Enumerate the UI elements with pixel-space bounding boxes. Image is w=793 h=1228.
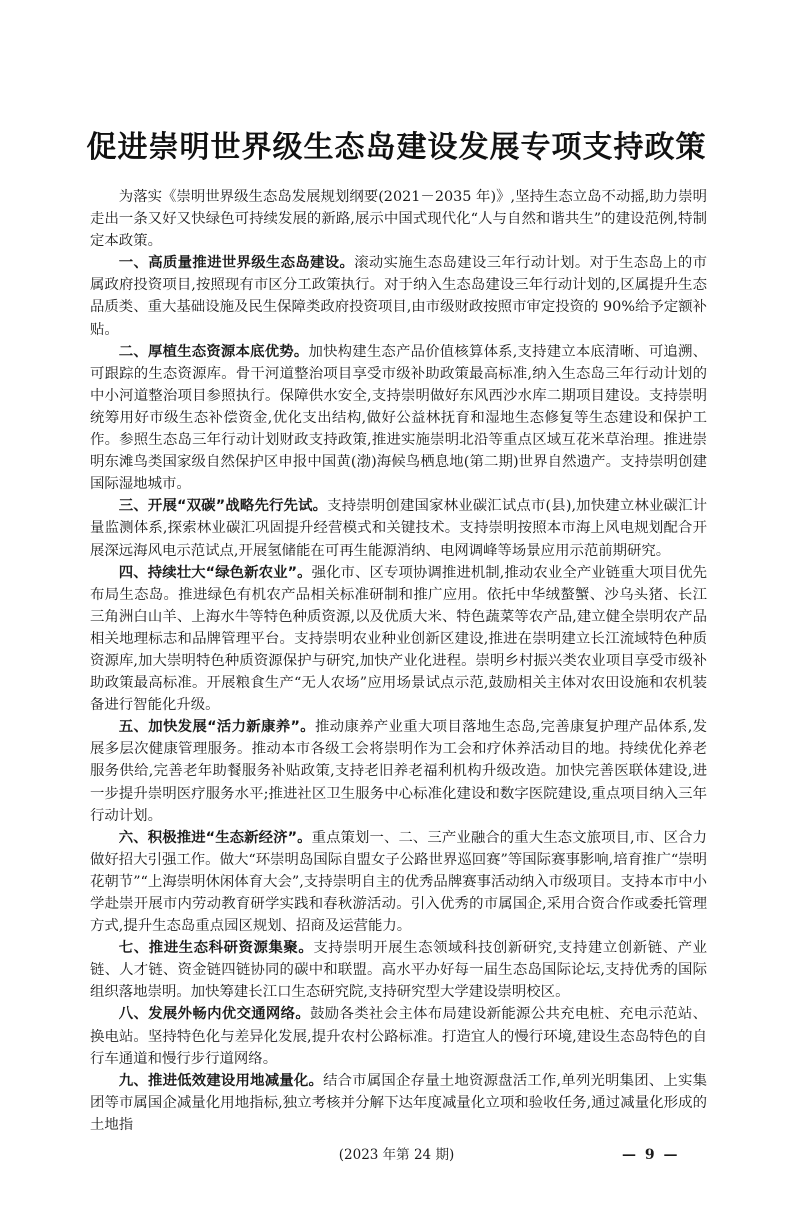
paragraph-3 — [90, 495, 707, 561]
paragraph-text: 加快构建生态产品价值核算体系,支持建立本底清晰、可追溯、可跟踪的生态资源库。骨干河道整治项目享受市级补助政策最高标准,纳入生态岛三年行动计划的中小河道整治项目参照执行。保障供水安全,支持崇明做好东风西沙水库二期项目建设。支持崇明统筹用好市级生态补偿资金,优化支出结构,做好公益林抚育和湿地生态修复等生态建设和保护工作。参照生态岛三年行动计划财政支持政策,推进实施崇明北沿等重点区域互花米草治理。推进崇明东滩鸟类国家级自然保护区申报中国黄(渤)海候鸟栖息地(第二期)世界自然遗产。支持崇明创建国际湿地城市。 — [90, 343, 707, 493]
document-body — [90, 186, 707, 1136]
paragraph-7 — [90, 937, 707, 1003]
paragraph-intro — [90, 186, 707, 252]
paragraph-lead: 三、开展“双碳”战略先行先试。 — [118, 498, 328, 515]
page-footer — [0, 1144, 793, 1168]
paragraph-text: 支持崇明创建国家林业碳汇试点市(县),加快建立林业碳汇计量监测体系,探索林业碳汇巩固提升经营模式和关键技术。支持崇明按照本市海上风电规划配合开展深远海风电示范试点,开展氢储能在可再生能源消纳、电网调峰等场景应用示范前期研究。 — [90, 498, 707, 559]
paragraph-lead: 一、高质量推进世界级生态岛建设。 — [118, 255, 355, 272]
paragraph-lead: 四、持续壮大“绿色新农业”。 — [118, 564, 312, 581]
paragraph-lead: 七、推进生态科研资源集聚。 — [118, 940, 314, 957]
paragraph-lead: 八、发展外畅内优交通网络。 — [118, 1006, 311, 1023]
paragraph-5 — [90, 716, 707, 826]
paragraph-4 — [90, 562, 707, 717]
paragraph-8 — [90, 1003, 707, 1069]
paragraph-text: 推动康养产业重大项目落地生态岛,完善康复护理产品体系,发展多层次健康管理服务。推动本市各级工会将崇明作为工会和疗休养活动目的地。持续优化养老服务供给,完善老年助餐服务补贴政策,支持老旧养老福利机构升级改造。加快完善医联体建设,进一步提升崇明医疗服务水平;推进社区卫生服务中心标准化建设和数字医院建设,重点项目纳入三年行动计划。 — [90, 719, 707, 824]
paragraph-text: 重点策划一、二、三产业融合的重大生态文旅项目,市、区合力做好招大引强工作。做大“环崇明岛国际自盟女子公路世界巡回赛”等国际赛事影响,培育推广“崇明花朝节”“上海崇明休闲体育大会”,支持崇明自主的优秀品牌赛事活动纳入市级项目。支持本市中小学赴崇开展市内劳动教育研学实践和春秋游活动。引入优秀的市属国企,采用合资合作或委托管理方式,提升生态岛重点园区规划、招商及运营能力。 — [90, 829, 708, 935]
paragraph-text: 鼓励各类社会主体布局建设新能源公共充电桩、充电示范站、换电站。坚持特色化与差异化发展,提升农村公路标准。打造宜人的慢行环境,建设生态岛特色的自行车通道和慢行步行道网络。 — [90, 1006, 707, 1067]
paragraph-1 — [90, 252, 707, 340]
paragraph-text: 结合市属国企存量土地资源盘活工作,单列光明集团、上实集团等市属国企减量化用地指标,独立考核并分解下达年度减量化立项和验收任务,通过减量化形成的土地指 — [90, 1072, 707, 1133]
paragraph-text: 强化市、区专项协调推进机制,推动农业全产业链重大项目优先布局生态岛。推进绿色有机农产品相关标准研制和推广应用。依托中华绒螯蟹、沙乌头猪、长江三角洲白山羊、上海水牛等特色种质资源,以及优质大米、特色蔬菜等农产品,建立健全崇明农产品相关地理标志和品牌管理平台。支持崇明农业种业创新区建设,推进在崇明建立长江流域特色种质资源库,加大崇明特色种质资源保护与研究,加快产业化进程。崇明乡村振兴类农业项目享受市级补助政策最高标准。开展粮食生产“无人农场”应用场景试点示范,鼓励相关主体对农田设施和农机装备进行智能化升级。 — [90, 564, 708, 714]
paragraph-text: 支持崇明开展生态领域科技创新研究,支持建立创新链、产业链、人才链、资金链四链协同的碳中和联盟。高水平办好每一届生态岛国际论坛,支持优秀的国际组织落地崇明。加快筹建长江口生态研究院,支持研究型大学建设崇明校区。 — [90, 940, 707, 1001]
paragraph-text: 滚动实施生态岛建设三年行动计划。对于生态岛上的市属政府投资项目,按照现有市区分工政策执行。对于纳入生态岛建设三年行动计划的,区属提升生态品质类、重大基础设施及民生保障类政府投资项目,由市级财政按照市审定投资的 90%给予定额补贴。 — [90, 255, 707, 338]
paragraph-lead: 五、加快发展“活力新康养”。 — [118, 719, 315, 736]
page-title: 促进崇明世界级生态岛建设发展专项支持政策 — [86, 130, 707, 165]
paragraph-6 — [90, 827, 707, 937]
page-number: — 9 — — [622, 1147, 680, 1164]
paragraph-2 — [90, 341, 707, 496]
issue-label: (2023 年第 24 期) — [338, 1147, 455, 1164]
paragraph-lead: 六、积极推进“生态新经济”。 — [118, 829, 312, 846]
paragraph-lead: 九、推进低效建设用地减量化。 — [118, 1072, 324, 1089]
paragraph-text: 为落实《崇明世界级生态岛发展规划纲要(2021－2035 年)》,坚持生态立岛不动摇,助力崇明走出一条又好又快绿色可持续发展的新路,展示中国式现代化“人与自然和谐共生”的建设范例,特制定本政策。 — [90, 189, 707, 250]
paragraph-lead: 二、厚植生态资源本底优势。 — [118, 343, 309, 360]
paragraph-9 — [90, 1070, 707, 1136]
